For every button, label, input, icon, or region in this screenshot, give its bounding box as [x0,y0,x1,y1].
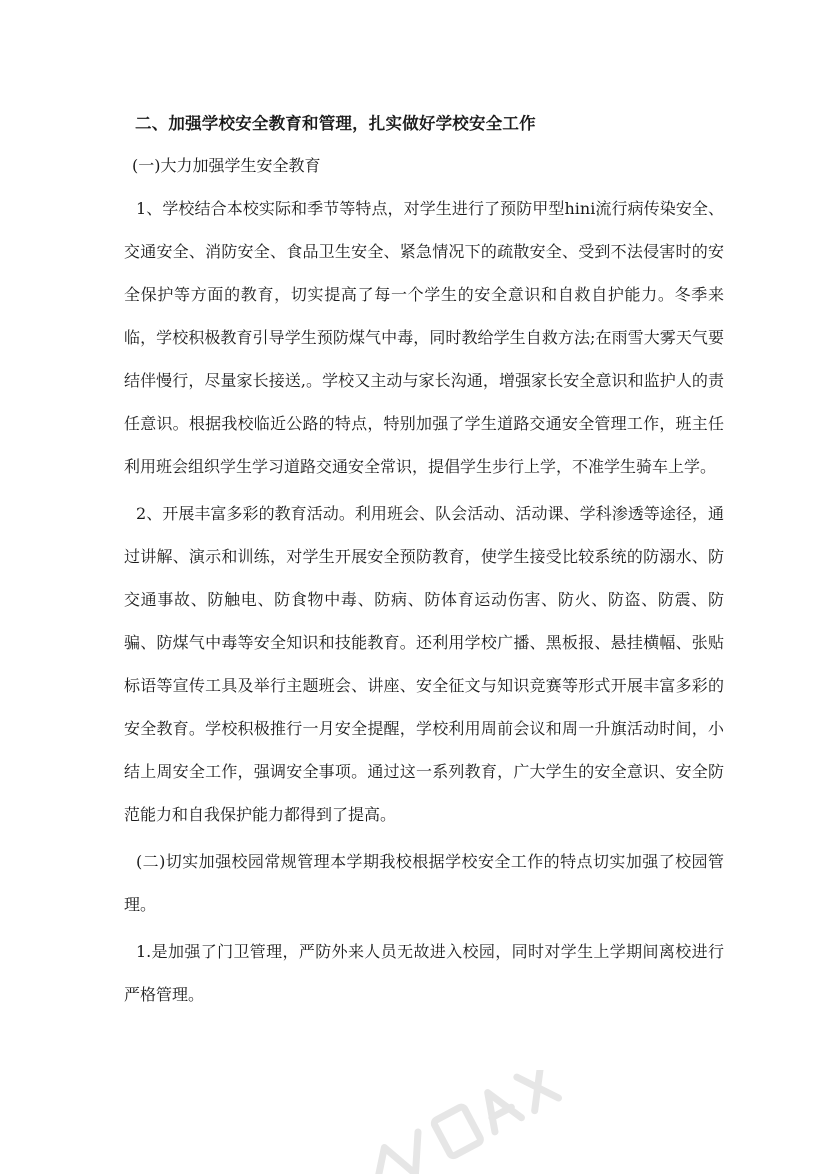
document-body [124,103,724,1016]
paragraph-3: (二)切实加强校园常规管理本学期我校根据学校安全工作的特点切实加强了校园管理。 [124,852,724,914]
paragraph-1: 1、学校结合本校实际和季节等特点，对学生进行了预防甲型hini流行病传染安全、交通安全、消防安全、食品卫生安全、紧急情况下的疏散安全、受到不法侵害时的安全保护等方面的教育，切实提高了每一个学生的安全意识和自救自护能力。冬季来临，学校积极教育引导学生预防煤气中毒，同时教给学生自救方法;在雨雪大雾天气要结伴慢行，尽量家长接送,。学校又主动与家长沟通，增强家长安全意识和监护人的责任意识。根据我校临近公路的特点，特别加强了学生道路交通安全管理工作，班主任利用班会组织学生学习道路交通安全常识，提倡学生步行上学，不准学生骑车上学。 [124,199,724,476]
paragraph-4: 1.是加强了门卫管理，严防外来人员无故进入校园，同时对学生上学期间离校进行严格管理。 [124,942,724,1004]
subsection-title-1: (一)大力加强学生安全教育 [132,156,321,175]
paragraph-2: 2、开展丰富多彩的教育活动。利用班会、队会活动、活动课、学科渗透等途径，通过讲解、演示和训练，对学生开展安全预防教育，使学生接受比较系统的防溺水、防交通事故、防触电、防食物中毒、防病、防体育运动伤害、防火、防盗、防震、防骗、防煤气中毒等安全知识和技能教育。还利用学校广播、黑板报、悬挂横幅、张贴标语等宣传工具及举行主题班会、讲座、安全征文与知识竞赛等形式开展丰富多彩的安全教育。学校积极推行一月安全提醒，学校利用周前会议和周一升旗活动时间，小结上周安全工作，强调安全事项。通过这一系列教育，广大学生的安全意识、安全防范能力和自我保护能力都得到了提高。 [124,504,724,824]
watermark-logo-icon [330,1070,590,1174]
section-heading: 二、加强学校安全教育和管理，扎实做好学校安全工作 [135,114,536,133]
